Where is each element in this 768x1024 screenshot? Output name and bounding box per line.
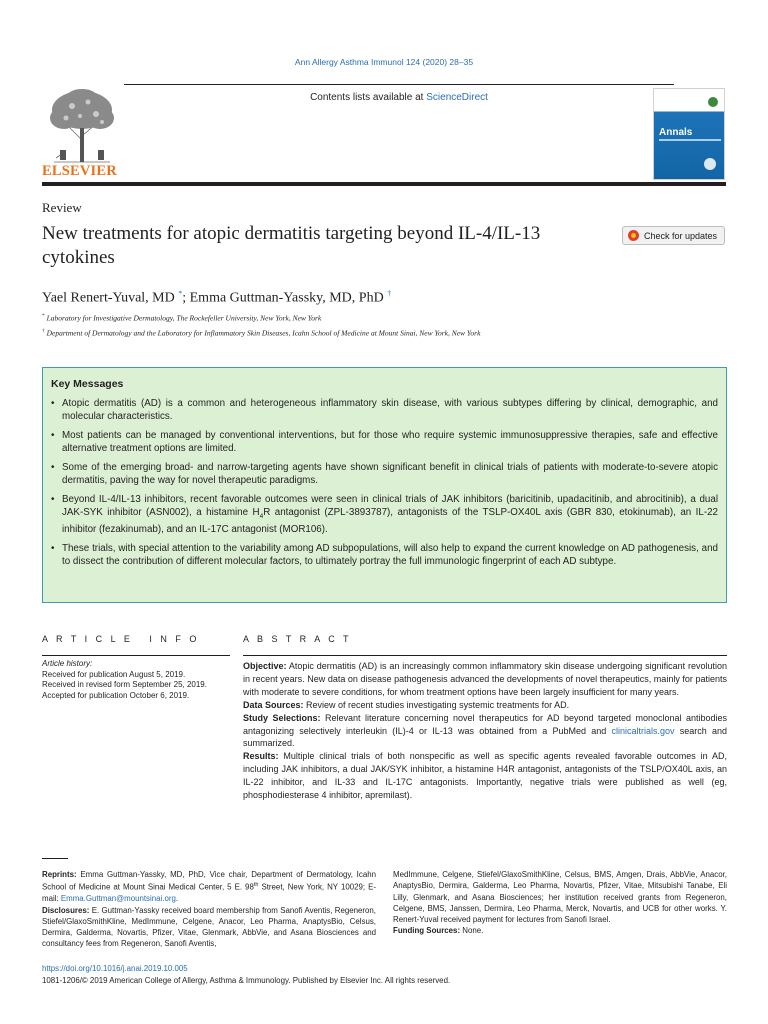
check-for-updates-label: Check for updates xyxy=(644,230,718,241)
clinicaltrials-link[interactable]: clinicaltrials.gov xyxy=(611,725,675,736)
author-separator: ; xyxy=(182,290,190,306)
key-message-subscript: 4 xyxy=(259,512,264,520)
key-messages-heading: Key Messages xyxy=(51,378,124,390)
key-message-item: • Most patients can be managed by conventional interventions, but for those who require systemic immunosuppressive therapies, safe and effective alternative treatment options are limited. xyxy=(51,429,718,455)
abstract-rule xyxy=(243,655,727,656)
key-message-text: R antagonist (ZPL-3893787), antagonists of the TSLP-OX40L axis (GBR 830, etokinumab), an IL-22 inhibitor (fezakinumab), and an IL-17C antagonist (MOR106). xyxy=(62,507,718,535)
disclosures-text: E. Guttman-Yassky received board membership from Sanofi Aventis, Regeneron, Stiefel/GlaxoSmithKline, MedImmune, Celgene, Anacor, Leo Pharma, AnaptysBio, Celsus, Dermira, Galderma, Novartis, Pfizer, Vitae, Glenmark, AbbVie, and Asana Biosciences and consultancy fees from Regeneron, Sanofi Aventis, xyxy=(42,905,376,949)
affiliations xyxy=(42,310,722,339)
abstract-data-sources xyxy=(243,699,727,712)
data-sources-text: Review of recent studies investigating systemic treatments for AD. xyxy=(303,699,570,710)
doi-link[interactable]: https://doi.org/10.1016/j.anai.2019.10.005 xyxy=(42,964,188,973)
funding-text: None. xyxy=(460,926,484,936)
key-message-item: • Some of the emerging broad- and narrow-targeting agents have shown significant benefit in clinical trials of patients with moderate-to-severe atopic dermatitis, paving the way for novel therapeutic paradigms. xyxy=(51,461,718,487)
reprints-text: Emma Guttman-Yassky, MD, PhD, Vice chair, Department of Dermatology, Icahn School of Medicine at Mount Sinai Medical Center, 5 E. 98 xyxy=(42,870,376,892)
article-info-rule xyxy=(42,655,230,656)
history-accepted: Accepted for publication October 6, 2019. xyxy=(42,690,190,700)
footnotes-right-column xyxy=(393,869,727,937)
check-for-updates-button[interactable] xyxy=(622,226,725,245)
disclosures-continued: MedImmune, Celgene, Stiefel/GlaxoSmithKline, Celsus, BMS, Amgen, Drais, AbbVie, Anacor, AnaptysBio, Dermira, Galderma, Leo Pharma, Novartis, Pfizer, Vitae, Mitsubishi Tanabe, Eli Lilly, Glenmark, and Asana Biosciences; her institution received grants from Regeneron, Celgene, BMS, Janssen, Dermira, Leo Pharma, Merck, Novartis, and UCB for other works. Y. Renert-Yuval received payment for lectures from Sanofi Israel. xyxy=(393,870,727,925)
funding-note xyxy=(393,925,727,936)
contents-text: Contents lists available at xyxy=(310,92,427,103)
key-message-item: • These trials, with special attention to the variability among AD subpopulations, will also help to expand the current knowledge on AD pathogenesis, and to dissect the contribution of different molecular factors, to ultimately portray the full immunologic fingerprint of each AD subtype. xyxy=(51,542,718,568)
author-name[interactable]: Yael Renert-Yuval, MD xyxy=(42,290,175,306)
elsevier-tree-icon xyxy=(42,88,122,164)
footnotes-left-column xyxy=(42,869,376,950)
objective-text: Atopic dermatitis (AD) is an increasingly common inflammatory skin disease undergoing significant revolution in recent years. New data on disease pathogenesis advanced the developments of novel therapeutics, mainly for patients with moderate to severe conditions, for whom treatment options have been largely insufficient for many years. xyxy=(243,661,727,697)
sciencedirect-link[interactable]: ScienceDirect xyxy=(426,92,488,103)
history-received: Received for publication August 5, 2019. xyxy=(42,669,186,679)
abstract-results xyxy=(243,750,727,802)
footnote-rule xyxy=(42,858,68,859)
disclosures-note xyxy=(42,905,376,950)
study-selections-label: Study Selections: xyxy=(243,712,321,723)
history-label: Article history: xyxy=(42,659,93,668)
reprints-superscript: th xyxy=(253,882,259,889)
author-affiliation-mark[interactable]: * xyxy=(178,289,183,298)
affiliation-line xyxy=(42,325,722,340)
reprints-text: Street, New York, NY 10029; E-mail: xyxy=(42,882,377,904)
cover-seal-icon xyxy=(704,158,716,170)
study-selections-end: search and summarized. xyxy=(243,725,728,749)
abstract-objective xyxy=(243,660,727,699)
article-title: New treatments for atopic dermatitis targeting beyond IL-4/IL-13 cytokines xyxy=(42,223,541,268)
key-message-item: • Atopic dermatitis (AD) is a common and heterogeneous inflammatory skin disease, with various subtypes differing by clinical, demographic, and molecular characteristics. xyxy=(51,397,718,423)
key-messages-list xyxy=(51,397,718,568)
objective-label: Objective: xyxy=(243,661,287,671)
contents-availability xyxy=(124,92,674,103)
journal-citation[interactable]: Ann Allergy Asthma Immunol 124 (2020) 28–35 xyxy=(294,57,474,67)
affiliation-text: Laboratory for Investigative Dermatology, The Rockefeller University, New York, New York xyxy=(46,313,322,323)
affiliation-mark: † xyxy=(42,327,45,334)
journal-masthead xyxy=(42,84,726,186)
reprints-email-link[interactable]: Emma.Guttman@mountsinai.org xyxy=(60,894,176,904)
elsevier-wordmark: ELSEVIER xyxy=(42,163,117,179)
masthead-top-rule xyxy=(124,84,674,85)
affiliation-text: Department of Dermatology and the Laboratory for Inflammatory Skin Diseases, Icahn School of Medicine at Mount Sinai, New York, New York xyxy=(46,328,481,337)
author-name[interactable]: Emma Guttman-Yassky, MD, PhD xyxy=(189,290,384,306)
key-message-text: Beyond IL-4/IL-13 inhibitors, recent favorable outcomes were seen in clinical trials of JAK inhibitors (baricitinib, upadacitinib, and abrocitinib), a dual JAK-SYK inhibitor (ASN002), a histamine H xyxy=(62,494,718,518)
key-message-item xyxy=(51,493,718,536)
journal-cover-thumbnail[interactable] xyxy=(653,88,725,180)
abstract-heading: A B S T R A C T xyxy=(243,634,352,644)
article-type: Review xyxy=(42,200,82,215)
study-selections-text: Relevant literature concerning novel therapeutics for AD beyond targeted monoclonal antibodies antagonizing selectively interleukin (IL)-4 or IL-13 was obtained from a PubMed and xyxy=(243,712,727,736)
reprints-label: Reprints: xyxy=(42,870,77,879)
cover-subtitle-bar xyxy=(659,139,721,141)
masthead-bottom-rule xyxy=(42,182,726,186)
data-sources-label: Data Sources: xyxy=(243,699,304,710)
cover-logo-icon xyxy=(708,97,718,107)
author-affiliation-mark[interactable]: † xyxy=(387,289,392,298)
reprints-note xyxy=(42,869,376,905)
results-label: Results: xyxy=(243,751,279,762)
copyright-line: 1081-1206/© 2019 American College of Allergy, Asthma & Immunology. Published by Elsevier Inc. All rights reserved. xyxy=(42,976,451,985)
results-text: Multiple clinical trials of both nonspecific as well as specific agents revealed favorable outcomes in AD, including JAK inhibitors, a dual JAK/SYK inhibitor, a histamine H4R antagonist, antagonists of the TSLP/OX40L axis, an IL-22 inhibitor, and IL-33 and IL-17C antagonists. Importantly, negative trials were published as well (eg, phosphodiesterase 4 inhibitor, apremilast). xyxy=(243,751,727,801)
article-info-heading: A R T I C L E I N F O xyxy=(42,634,200,644)
cover-title: Annals xyxy=(659,127,693,138)
author-list xyxy=(42,289,391,307)
crossmark-icon xyxy=(628,230,639,241)
key-messages-box xyxy=(42,367,727,603)
abstract-study-selections xyxy=(243,712,727,751)
affiliation-line xyxy=(42,310,722,325)
history-revised: Received in revised form September 25, 2019. xyxy=(42,680,207,690)
funding-label: Funding Sources: xyxy=(393,926,461,936)
disclosures-label: Disclosures: xyxy=(42,905,90,915)
reprints-end: . xyxy=(175,894,179,904)
article-history xyxy=(42,659,232,701)
abstract-body xyxy=(243,660,727,802)
elsevier-logo[interactable] xyxy=(42,88,122,180)
affiliation-mark: * xyxy=(42,313,45,319)
